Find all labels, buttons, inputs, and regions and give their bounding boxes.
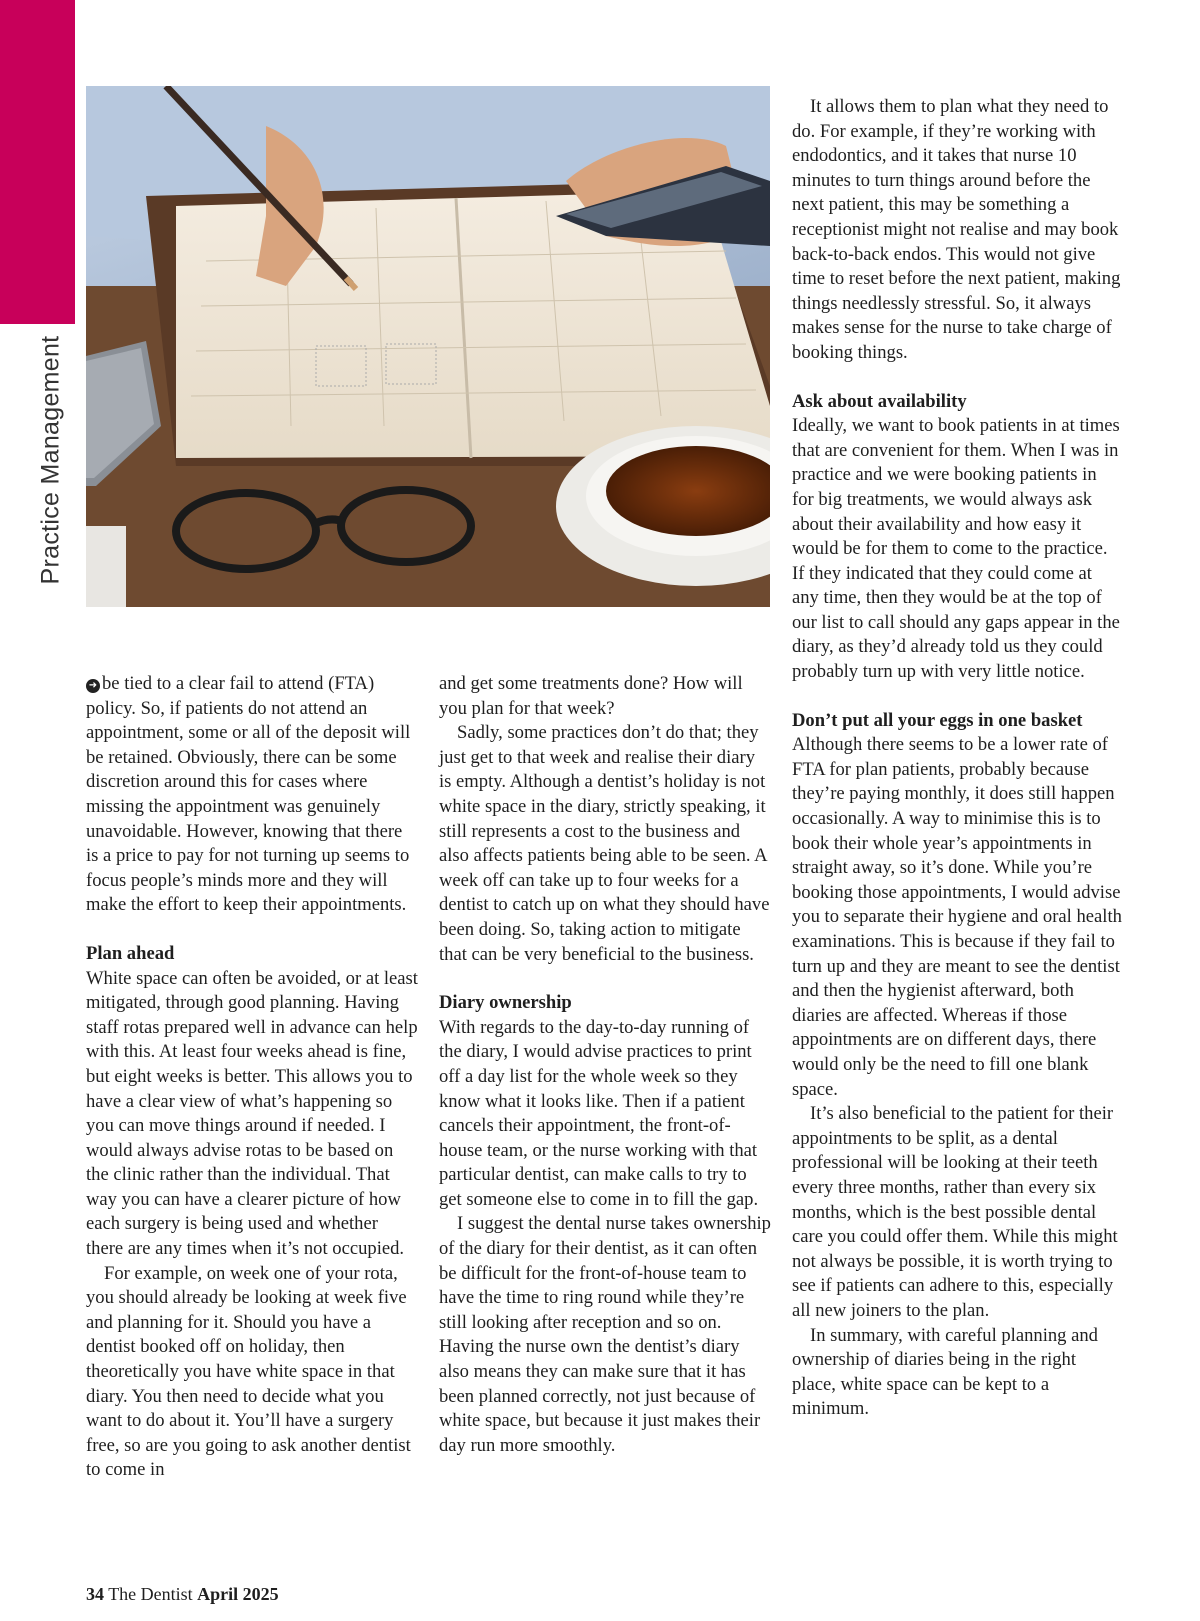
paragraph: It’s also beneficial to the patient for their appointments to be split, as a dental professional will be looking at their teeth every three months, rather than every six months, which is the best possible dental care you could offer them. While this might not always be possible, it is worth trying to see if patients can adhere to this, especially all new joiners to the plan. xyxy=(792,1103,1118,1321)
paragraph: Sadly, some practices don’t do that; they just get to that week and realise their diary is empty. Although a dentist’s holiday is not white space in the diary, strictly speaking, it still represents a cost to the business and also affects patients being able to be seen. A week off can take up to four weeks for a dentist to catch up on what they should have been doing. So, taking action to mitigate that can be very beneficial to the business. xyxy=(439,722,770,965)
paragraph: White space can often be avoided, or at least mitigated, through good planning. Having staff rotas prepared well in advance can help with this. At least four weeks ahead is fine, but eight weeks is better. This allows you to have a clear view of what’s happening so you can move things around if needed. I would always advise rotas to be based on the clinic rather than the individual. That way you can have a clearer picture of how each surgery is being used and whether there are any times when it’s not occupied. xyxy=(86,967,418,1260)
issue-date: April 2025 xyxy=(197,1584,279,1604)
subheading-plan-ahead: Plan ahead xyxy=(86,942,175,964)
subheading-diary-ownership: Diary ownership xyxy=(439,992,572,1014)
subheading-ask-about-availability: Ask about availability xyxy=(792,390,967,412)
paragraph: Ideally, we want to book patients in at times that are convenient for them. When I was in practice and we were booking patients in for big treatments, we would always ask about their availability and how easy it would be for them to come to the practice. If they indicated that they could come at any time, then they would be at the top of our list to call should any gaps appear in the diary, as they’d already told us they could probably turn up with very little notice. xyxy=(792,415,1120,683)
section-label: Practice Management xyxy=(36,335,65,585)
article-photo xyxy=(86,86,770,607)
continuation-arrow-icon: ➜ xyxy=(86,679,100,693)
paragraph: and get some treatments done? How will you plan for that week? xyxy=(439,673,743,719)
subheading-eggs-basket: Don’t put all your eggs in one basket xyxy=(792,709,1083,731)
page-footer xyxy=(86,1584,279,1605)
paragraph: It allows them to plan what they need to do. For example, if they’re working with endodontics, and it takes that nurse 10 minutes to turn things around before the next patient, this may be something a receptionist might not realise and may book back-to-back endos. This would not give time to reset before the next patient, making things needlessly stressful. So, it always makes sense for the nurse to take charge of booking things. xyxy=(792,96,1121,363)
paragraph: For example, on week one of your rota, you should already be looking at week five and planning for it. Should you have a dentist booked off on holiday, then theoretically you have white space in that diary. You then need to decide what you want to do about it. You’ll have a surgery free, so are you going to ask another dentist to come in xyxy=(86,1262,411,1481)
paragraph: With regards to the day-to-day running of the diary, I would advise practices to print off a day list for the whole week so they know what it looks like. Then if a patient cancels their appointment, the front-of-house team, or the nurse working with that particular dentist, can make calls to try to get someone else to come in to fill the gap. xyxy=(439,1016,759,1210)
magazine-name: The Dentist xyxy=(108,1584,193,1604)
article-column-1 xyxy=(86,672,418,1483)
paragraph: In summary, with careful planning and ownership of diaries being in the right place, white space can be kept to a minimum. xyxy=(792,1324,1098,1420)
page-number: 34 xyxy=(86,1584,104,1604)
section-color-bar xyxy=(0,0,75,324)
paragraph: ➜ be tied to a clear fail to attend (FTA) policy. So, if patients do not attend an appointment, some or all of the deposit will be retained. Obviously, there can be some discretion around this for cases where missing the appointment was genuinely unavoidable. However, knowing that there is a price to pay for not turning up seems to focus people’s minds more and they will make the effort to keep their appointments. xyxy=(86,673,411,916)
article-column-3 xyxy=(792,95,1122,1422)
paragraph: Although there seems to be a lower rate of FTA for plan patients, probably because they’re paying monthly, it does still happen occasionally. A way to minimise this is to book their whole year’s appointments in straight away, so it’s done. While you’re booking those appointments, I would advise you to separate their hygiene and oral health examinations. This is because if they fail to turn up and they are meant to see the dentist and then the hygienist afterward, both diaries are affected. Whereas if those appointments are on different days, there would only be the need to fill one blank space. xyxy=(792,734,1122,1100)
paragraph: I suggest the dental nurse takes ownership of the diary for their dentist, as it can often be difficult for the front-of-house team to have the time to ring round while they’re still looking after reception and so on. Having the nurse own the dentist’s diary also means they can make sure that it has been planned correctly, not just because of white space, but because it just makes their day run more smoothly. xyxy=(439,1213,771,1456)
article-column-2 xyxy=(439,672,771,1458)
